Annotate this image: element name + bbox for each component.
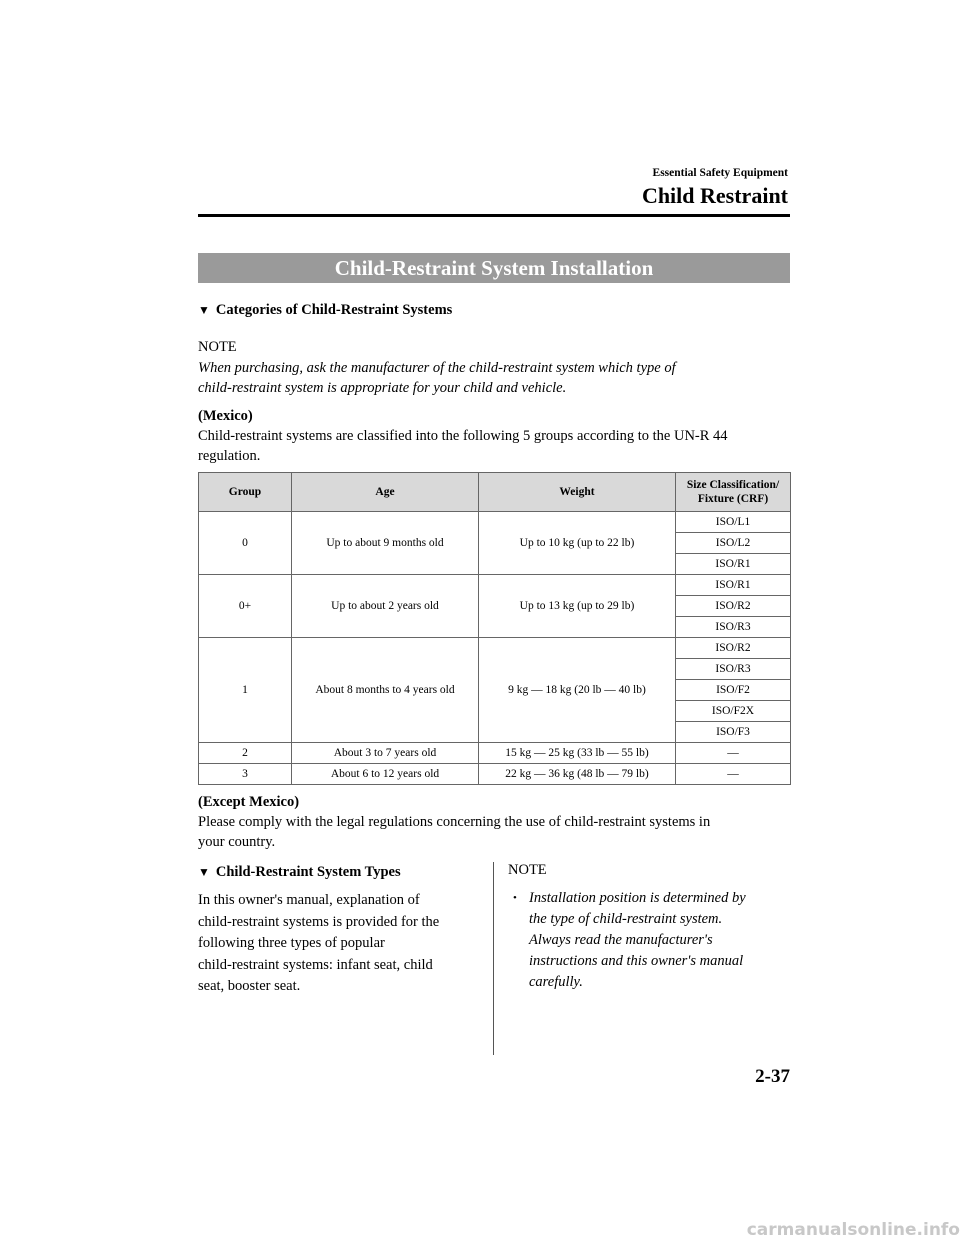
- right-note-label: NOTE: [508, 862, 547, 878]
- header-size-line1: Size Classification/: [686, 479, 780, 491]
- page-number: 2-37: [755, 1066, 790, 1087]
- cell-age: Up to about 9 months old: [292, 512, 479, 575]
- except-mexico-label: (Except Mexico): [198, 794, 300, 810]
- page-title: Child Restraint: [641, 183, 788, 208]
- types-paragraph: [198, 890, 488, 998]
- table-row: [199, 512, 791, 533]
- categories-heading-text: Categories of Child-Restraint Systems: [215, 302, 453, 318]
- bullet-item: [513, 888, 788, 993]
- right-note-body: [513, 888, 788, 993]
- cell-group: 0: [199, 512, 292, 575]
- watermark-text: carmanualsonline.info: [746, 1220, 960, 1240]
- cell-group: 0+: [199, 575, 292, 638]
- cell-size: ISO/R1: [676, 575, 791, 596]
- cell-group: 3: [199, 764, 292, 785]
- section-title: Essential Safety Equipment: [652, 167, 788, 179]
- note-label: NOTE: [198, 339, 237, 355]
- header-age: Age: [292, 473, 479, 512]
- cell-size: ―: [676, 743, 791, 764]
- down-triangle-icon: ▼: [198, 865, 210, 879]
- mexico-label: (Mexico): [198, 408, 253, 424]
- right-note-line: instructions and this owner's manual: [529, 953, 744, 969]
- cell-weight: 15 kg ― 25 kg (33 lb ― 55 lb): [479, 743, 676, 764]
- types-line: In this owner's manual, explanation of: [198, 892, 420, 908]
- mexico-text-line1: Child-restraint systems are classified into the following 5 groups according to the UN-R 44: [198, 428, 728, 444]
- child-restraint-table: [198, 472, 791, 785]
- right-note-line: carefully.: [529, 974, 583, 990]
- right-note-line: the type of child-restraint system.: [529, 911, 723, 927]
- cell-age: About 3 to 7 years old: [292, 743, 479, 764]
- cell-size: ISO/R2: [676, 596, 791, 617]
- types-line: child-restraint systems is provided for the: [198, 913, 440, 930]
- cell-age: About 6 to 12 years old: [292, 764, 479, 785]
- types-heading: [198, 864, 401, 881]
- types-line: following three types of popular: [198, 935, 385, 951]
- cell-size: ISO/R3: [676, 617, 791, 638]
- cell-weight: 9 kg ― 18 kg (20 lb ― 40 lb): [479, 638, 676, 743]
- header-group: Group: [199, 473, 292, 512]
- except-mexico-line2: your country.: [198, 834, 276, 850]
- header-size-line2: Fixture (CRF): [697, 493, 769, 505]
- table-row: [199, 638, 791, 659]
- table-header-row: [199, 473, 791, 512]
- header-rule: [198, 214, 790, 217]
- note-text-line1: When purchasing, ask the manufacturer of the child-restraint system which type of: [198, 360, 676, 376]
- right-note-line: Installation position is determined by: [529, 890, 746, 906]
- cell-size: ISO/R2: [676, 638, 791, 659]
- down-triangle-icon: ▼: [198, 303, 210, 317]
- table-row: [199, 743, 791, 764]
- cell-size: ISO/R3: [676, 659, 791, 680]
- cell-weight: Up to 13 kg (up to 29 lb): [479, 575, 676, 638]
- categories-heading: [198, 302, 452, 319]
- cell-age: About 8 months to 4 years old: [292, 638, 479, 743]
- cell-size: ―: [676, 764, 791, 785]
- cell-age: Up to about 2 years old: [292, 575, 479, 638]
- cell-size: ISO/F2: [676, 680, 791, 701]
- cell-size: ISO/F3: [676, 722, 791, 743]
- right-note-line: Always read the manufacturer's: [529, 932, 713, 948]
- types-heading-text: Child-Restraint System Types: [215, 864, 401, 880]
- cell-weight: Up to 10 kg (up to 22 lb): [479, 512, 676, 575]
- cell-weight: 22 kg ― 36 kg (48 lb ― 79 lb): [479, 764, 676, 785]
- table-row: [199, 764, 791, 785]
- types-line: child-restraint systems: infant seat, child: [198, 956, 433, 973]
- table-row: [199, 575, 791, 596]
- cell-group: 2: [199, 743, 292, 764]
- types-line: seat, booster seat.: [198, 978, 301, 994]
- section-banner: Child-Restraint System Installation: [198, 253, 790, 283]
- cell-size: ISO/F2X: [676, 701, 791, 722]
- header-size-classification: [676, 473, 791, 512]
- bullet-icon: •: [513, 892, 517, 904]
- cell-size: ISO/R1: [676, 554, 791, 575]
- header-weight: Weight: [479, 473, 676, 512]
- except-mexico-line1: Please comply with the legal regulations concerning the use of child-restraint systems in: [198, 814, 711, 830]
- cell-size: ISO/L2: [676, 533, 791, 554]
- column-separator: [493, 862, 494, 1055]
- note-text-line2: child-restraint system is appropriate for your child and vehicle.: [198, 380, 567, 396]
- mexico-text-line2: regulation.: [198, 448, 261, 464]
- cell-size: ISO/L1: [676, 512, 791, 533]
- cell-group: 1: [199, 638, 292, 743]
